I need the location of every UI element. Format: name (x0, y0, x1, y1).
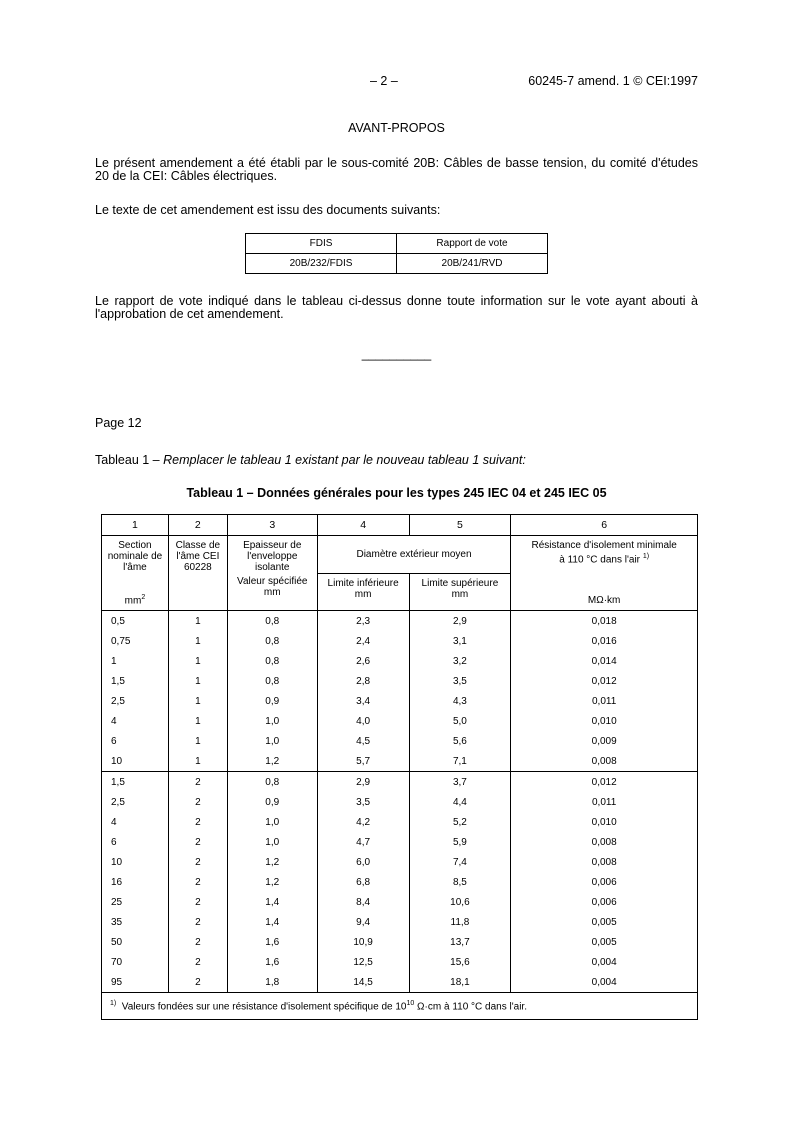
table-cell: 0,8 (227, 631, 317, 651)
table-cell: 0,011 (511, 792, 698, 812)
footnote-text-end: Ω·cm à 110 °C dans l'air. (414, 1001, 527, 1013)
header-section-unit (102, 592, 168, 606)
footnote-exponent: 10 (406, 999, 415, 1007)
table-cell: 2,8 (317, 671, 409, 691)
table-cell: 0,005 (511, 912, 698, 932)
table-cell: 0,9 (227, 792, 317, 812)
foreword-title: AVANT-PROPOS (348, 121, 445, 135)
table-cell: 0,008 (511, 852, 698, 872)
table-cell: 0,8 (227, 651, 317, 671)
header-diameter: Diamètre extérieur moyen (317, 536, 511, 574)
table-cell: 1,2 (227, 751, 317, 772)
table-cell: 0,005 (511, 932, 698, 952)
table-cell: 1,4 (227, 892, 317, 912)
table-cell: 7,1 (409, 751, 511, 772)
table-cell: 2,5 (102, 691, 169, 711)
table-cell: 1,0 (227, 731, 317, 751)
table-cell: 2,6 (317, 651, 409, 671)
table-cell: 0,008 (511, 832, 698, 852)
table-cell: 1 (168, 631, 227, 651)
table-instruction (95, 453, 526, 467)
table-row (102, 892, 698, 912)
table-cell: 6,0 (317, 852, 409, 872)
document-reference: 60245-7 amend. 1 © CEI:1997 (528, 74, 698, 88)
table-cell: 0,004 (511, 952, 698, 972)
table-cell: 1 (168, 751, 227, 772)
table-cell: 0,75 (102, 631, 169, 651)
table-cell: 0,006 (511, 892, 698, 912)
header-section-label: Section nominale de l'âme (107, 540, 163, 573)
table-cell: 4,4 (409, 792, 511, 812)
cable-data-table (101, 514, 698, 1020)
table-cell: 70 (102, 952, 169, 972)
table-row (102, 852, 698, 872)
label: Valeur spécifiée (237, 576, 308, 587)
table-cell: 2 (168, 972, 227, 993)
doc-header-fdis: FDIS (246, 234, 397, 254)
table-row (102, 972, 698, 993)
table-cell: 11,8 (409, 912, 511, 932)
table-cell: 8,5 (409, 872, 511, 892)
table-cell: 25 (102, 892, 169, 912)
foreword-paragraph-3: Le rapport de vote indiqué dans le tableau ci-dessus donne toute information sur le vote ayant abouti à l'approbation de cet amendement. (95, 294, 698, 321)
footnote-mark: 1) (110, 999, 117, 1007)
table-cell: 0,5 (102, 611, 169, 632)
table-cell: 1 (168, 671, 227, 691)
table-cell: 2,9 (317, 772, 409, 793)
table-cell: 10,6 (409, 892, 511, 912)
table-row (102, 691, 698, 711)
table-cell: 0,008 (511, 751, 698, 772)
table-cell: 2 (168, 892, 227, 912)
col-number: 3 (227, 515, 317, 536)
table-cell: 9,4 (317, 912, 409, 932)
col-number: 1 (102, 515, 169, 536)
table-cell: 1,8 (227, 972, 317, 993)
table-cell: 1 (168, 651, 227, 671)
header-thickness: Epaisseur de l'enveloppe isolante (227, 536, 317, 574)
table-cell: 1 (168, 691, 227, 711)
footnote-ref: 1) (642, 553, 650, 560)
table-row (102, 671, 698, 691)
unit: mm (124, 595, 142, 606)
table-cell: 7,4 (409, 852, 511, 872)
instruction-text: Remplacer le tableau 1 existant par le nouveau tableau 1 suivant: (163, 453, 526, 467)
table-cell: 1,0 (227, 832, 317, 852)
table-cell: 4 (102, 812, 169, 832)
table-cell: 3,5 (317, 792, 409, 812)
table-cell: 13,7 (409, 932, 511, 952)
table-cell: 3,4 (317, 691, 409, 711)
table-cell: 8,4 (317, 892, 409, 912)
separator-rule: __________ (361, 347, 432, 361)
table-footnote (102, 993, 698, 1020)
table-cell: 35 (102, 912, 169, 932)
table-row (102, 792, 698, 812)
table-cell: 2,5 (102, 792, 169, 812)
table-cell: 10,9 (317, 932, 409, 952)
table-cell: 0,018 (511, 611, 698, 632)
table-cell: 50 (102, 932, 169, 952)
header-resistance-unit: MΩ·km (587, 595, 621, 606)
table-cell: 0,010 (511, 812, 698, 832)
table-cell: 4,7 (317, 832, 409, 852)
table-cell: 3,5 (409, 671, 511, 691)
table-cell: 2 (168, 812, 227, 832)
table-row (102, 731, 698, 751)
table-cell: 1 (102, 651, 169, 671)
table-cell: 0,9 (227, 691, 317, 711)
table-cell: 6 (102, 832, 169, 852)
table-cell: 0,012 (511, 772, 698, 793)
col-number: 2 (168, 515, 227, 536)
doc-value-fdis: 20B/232/FDIS (246, 254, 397, 274)
table-row (102, 832, 698, 852)
table-cell: 10 (102, 751, 169, 772)
table-cell: 0,010 (511, 711, 698, 731)
page-number: – 2 – (370, 74, 398, 88)
table-cell: 2 (168, 872, 227, 892)
table-cell: 1 (168, 731, 227, 751)
unit-exponent: 2 (141, 593, 146, 601)
header-class: Classe de l'âme CEI 60228 (168, 536, 227, 611)
table-cell: 1,5 (102, 772, 169, 793)
table-row (102, 611, 698, 632)
header-resistance (511, 536, 698, 611)
table-cell: 0,8 (227, 611, 317, 632)
table-cell: 5,0 (409, 711, 511, 731)
table-cell: 0,009 (511, 731, 698, 751)
documents-table (245, 233, 548, 274)
table-cell: 2,3 (317, 611, 409, 632)
table-cell: 1,6 (227, 952, 317, 972)
table-cell: 3,2 (409, 651, 511, 671)
table-cell: 0,004 (511, 972, 698, 993)
table-cell: 1,2 (227, 872, 317, 892)
table-cell: 5,7 (317, 751, 409, 772)
page-reference: Page 12 (95, 416, 142, 430)
table-cell: 5,2 (409, 812, 511, 832)
doc-value-vote: 20B/241/RVD (397, 254, 548, 274)
table-row (102, 932, 698, 952)
table-row (102, 772, 698, 793)
header-thickness-sub (227, 573, 317, 611)
table-cell: 2 (168, 952, 227, 972)
table-cell: 15,6 (409, 952, 511, 972)
table-cell: 14,5 (317, 972, 409, 993)
table-cell: 0,012 (511, 671, 698, 691)
table-cell: 0,8 (227, 671, 317, 691)
table-cell: 1 (168, 711, 227, 731)
table-cell: 1,4 (227, 912, 317, 932)
col-number: 4 (317, 515, 409, 536)
unit: mm (354, 588, 372, 600)
foreword-paragraph-1: Le présent amendement a été établi par le sous-comité 20B: Câbles de basse tension, du comité d'études 20 de la CEI: Câbles électriques. (95, 156, 698, 183)
table-cell: 4,3 (409, 691, 511, 711)
table-cell: 1,0 (227, 812, 317, 832)
unit: mm (263, 587, 281, 598)
table-row (102, 952, 698, 972)
label: Limite inférieure (327, 577, 399, 589)
table-cell: 1,6 (227, 932, 317, 952)
table-cell: 1,0 (227, 711, 317, 731)
table-cell: 18,1 (409, 972, 511, 993)
header-lower-limit (317, 573, 409, 611)
table-cell: 1 (168, 611, 227, 632)
unit: mm (451, 588, 469, 600)
table-cell: 6,8 (317, 872, 409, 892)
table-cell: 4,2 (317, 812, 409, 832)
table-row (102, 751, 698, 772)
table-cell: 2 (168, 792, 227, 812)
table-row (102, 711, 698, 731)
col-number: 5 (409, 515, 511, 536)
table-cell: 0,006 (511, 872, 698, 892)
table-cell: 12,5 (317, 952, 409, 972)
col-number: 6 (511, 515, 698, 536)
table-cell: 0,011 (511, 691, 698, 711)
table-cell: 4,5 (317, 731, 409, 751)
table-cell: 5,9 (409, 832, 511, 852)
table-cell: 16 (102, 872, 169, 892)
table-cell: 0,016 (511, 631, 698, 651)
label: Limite supérieure (421, 577, 499, 589)
table-row (102, 812, 698, 832)
header-resistance-label: Résistance d'isolement minimale à 110 °C dans l'air (531, 540, 677, 566)
table-cell: 3,1 (409, 631, 511, 651)
table-cell: 6 (102, 731, 169, 751)
table-cell: 4,0 (317, 711, 409, 731)
table-cell: 2,9 (409, 611, 511, 632)
table-cell: 4 (102, 711, 169, 731)
table-row (102, 631, 698, 651)
table-cell: 2,4 (317, 631, 409, 651)
table-cell: 0,8 (227, 772, 317, 793)
table-cell: 10 (102, 852, 169, 872)
doc-header-vote: Rapport de vote (397, 234, 548, 254)
instruction-prefix: Tableau 1 – (95, 453, 164, 467)
table-cell: 95 (102, 972, 169, 993)
table-row (102, 872, 698, 892)
table-cell: 3,7 (409, 772, 511, 793)
table-cell: 1,2 (227, 852, 317, 872)
footnote-text: Valeurs fondées sur une résistance d'isolement spécifique de 10 (121, 1001, 407, 1013)
table-row (102, 651, 698, 671)
table-cell: 2 (168, 772, 227, 793)
header-section (102, 536, 169, 611)
header-upper-limit (409, 573, 511, 611)
table-cell: 2 (168, 932, 227, 952)
table-cell: 2 (168, 852, 227, 872)
table-cell: 5,6 (409, 731, 511, 751)
table-title: Tableau 1 – Données générales pour les types 245 IEC 04 et 245 IEC 05 (186, 486, 607, 500)
table-cell: 0,014 (511, 651, 698, 671)
table-row (102, 912, 698, 932)
table-cell: 2 (168, 832, 227, 852)
table-cell: 1,5 (102, 671, 169, 691)
table-cell: 2 (168, 912, 227, 932)
foreword-paragraph-2: Le texte de cet amendement est issu des documents suivants: (95, 203, 441, 217)
